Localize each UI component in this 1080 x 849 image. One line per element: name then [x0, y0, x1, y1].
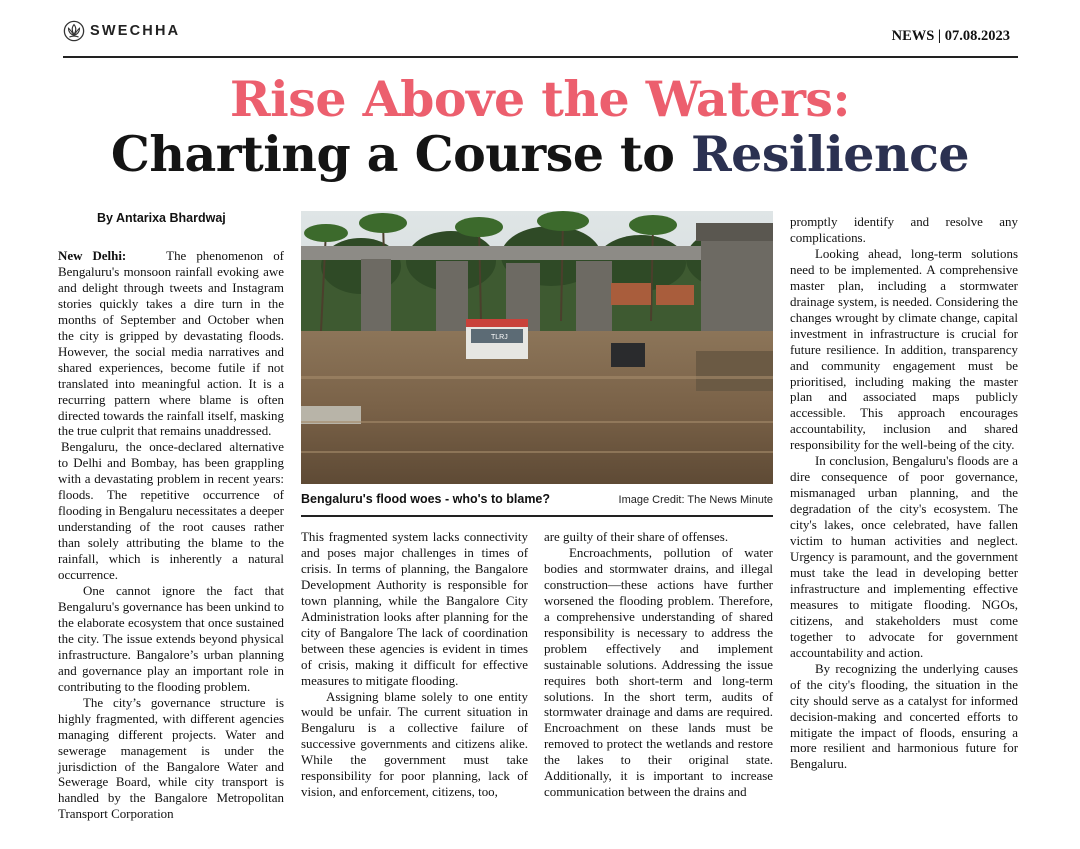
image-credit: Image Credit: The News Minute — [618, 494, 773, 506]
paragraph-text: The phenomenon of Bengaluru's monsoon rainfall evoking awe and delight through tweets and Instagram stories quickly takes a dire turn in the months of September and October when the city is gripped by devastating floods. However, the social media narratives and shared experiences, become futile if not translated into meaningful action. It is a recurring pattern where blame is often directed towards the rainfall itself, masking the true culprit that remains unaddressed. — [58, 248, 284, 439]
article-column-4 — [790, 214, 1018, 772]
paragraph: are guilty of their share of offenses. — [544, 529, 729, 544]
paragraph: This fragmented system lacks connectivity and poses major challenges in times of crisis. In terms of planning, the Bangalore Development Authority is responsible for town planning, while the Bangalore City Administration looks after planning for the city of Bangalore The lack of coordination between these agencies is evident in times of crisis, making it difficult for effective measures to mitigate flooding. — [301, 529, 528, 688]
byline: By Antarixa Bhardwaj — [97, 211, 226, 225]
caption-rule — [301, 515, 773, 517]
paragraph — [58, 248, 284, 439]
brand-name: SWECHHA — [90, 23, 181, 39]
article-column-3 — [544, 529, 773, 800]
paragraph: Bengaluru, the once-declared alternative to Delhi and Bombay, has been grappling with a devastating problem in recent years: floods. The repetitive occurrence of flooding in Bengaluru necessitates a deeper understanding of the root causes rather than solely attributing the blame to the rainfall, which is inherently a natural occurrence. — [58, 439, 284, 583]
brand-logo[interactable] — [63, 20, 180, 42]
dateline: New Delhi: — [58, 248, 127, 263]
paragraph: Assigning blame solely to one entity would be unfair. The current situation in Bengaluru is a collective failure of successive governments and citizens alike. While the government must take responsibility for poor planning, lack of vision, and enforcement, citizens, too, — [301, 688, 528, 800]
headline-highlight: Resilience — [690, 125, 970, 183]
paragraph: One cannot ignore the fact that Bengaluru's governance has been unkind to the elaborate ecosystem that once sustained the city. The issue extends beyond physical infrastructure. Bangalore’s urban planning and governance play an important role in contributing to the flooding problem. — [58, 583, 284, 694]
paragraph: promptly identify and resolve any complications. — [790, 214, 1018, 245]
paragraph: Looking ahead, long-term solutions need to be implemented. A comprehensive master plan, including a stormwater drainage system, is needed. Considering the changes wrought by climate change, capital investment in infrastructure is crucial for future resilience. In addition, transparency and community engagement must be prioritised, including making the master plan and associated maps publicly accessible. This approach encourages accountability, inclusion and shared responsibility for the well-being of the city. — [790, 245, 1018, 453]
masthead-rule — [63, 56, 1018, 58]
paragraph: By recognizing the underlying causes of the city's flooding, the situation in the city should serve as a catalyst for informed decision-making and concerted efforts to mitigate the impact of floods, ensuring a more resilient and harmonious future for Bengaluru. — [790, 660, 1018, 772]
headline-line-2-prefix: Charting a Course to — [110, 125, 691, 183]
headline-line-2 — [0, 125, 1080, 183]
headline-line-1: Rise Above the Waters: — [229, 70, 851, 128]
photo-caption — [301, 492, 773, 506]
caption-text: Bengaluru's flood woes - who's to blame? — [301, 492, 551, 506]
bus-sign-text: TLRJ — [491, 334, 508, 341]
flood-scene-image — [301, 211, 773, 484]
article-column-1 — [58, 248, 284, 822]
paragraph: In conclusion, Bengaluru's floods are a dire consequence of poor governance, mismanaged urban planning, and the degradation of the city's ecosystem. The city's lakes, once celebrated, have fallen victim to human activities and neglect. Urgency is paramount, and the government must take the lead in developing better infrastructure and implementing effective measures to mitigate flooding. NGOs, citizens, and stakeholders must come together to advocate for government accountability and action. — [790, 453, 1018, 660]
flood-photo — [301, 211, 773, 484]
paragraph: The city’s governance structure is highly fragmented, with different agencies managing different projects. Water and sewerage management is under the jurisdiction of the Bangalore Water and Sewerage Board, while city transport is handled by the Bangalore Metropolitan Transport Corporation — [58, 694, 284, 822]
article-column-2 — [301, 529, 528, 800]
paragraph: Encroachments, pollution of water bodies and stormwater drains, and illegal construction—these actions have further worsened the flooding problem. Therefore, a comprehensive understanding of shared responsibility is necessary to address the problem effectively and implement sustainable solutions. Addressing the issue requires both short-term and long-term solutions. In the short term, audits of stormwater drainage and dams are required. Encroachment on these lands must be removed to protect the wetlands and restore the lakes to their original state. Additionally, it is important to increase communication between the drains and — [544, 544, 773, 800]
lotus-icon — [63, 20, 85, 42]
issue-date: NEWS | 07.08.2023 — [891, 28, 1010, 44]
